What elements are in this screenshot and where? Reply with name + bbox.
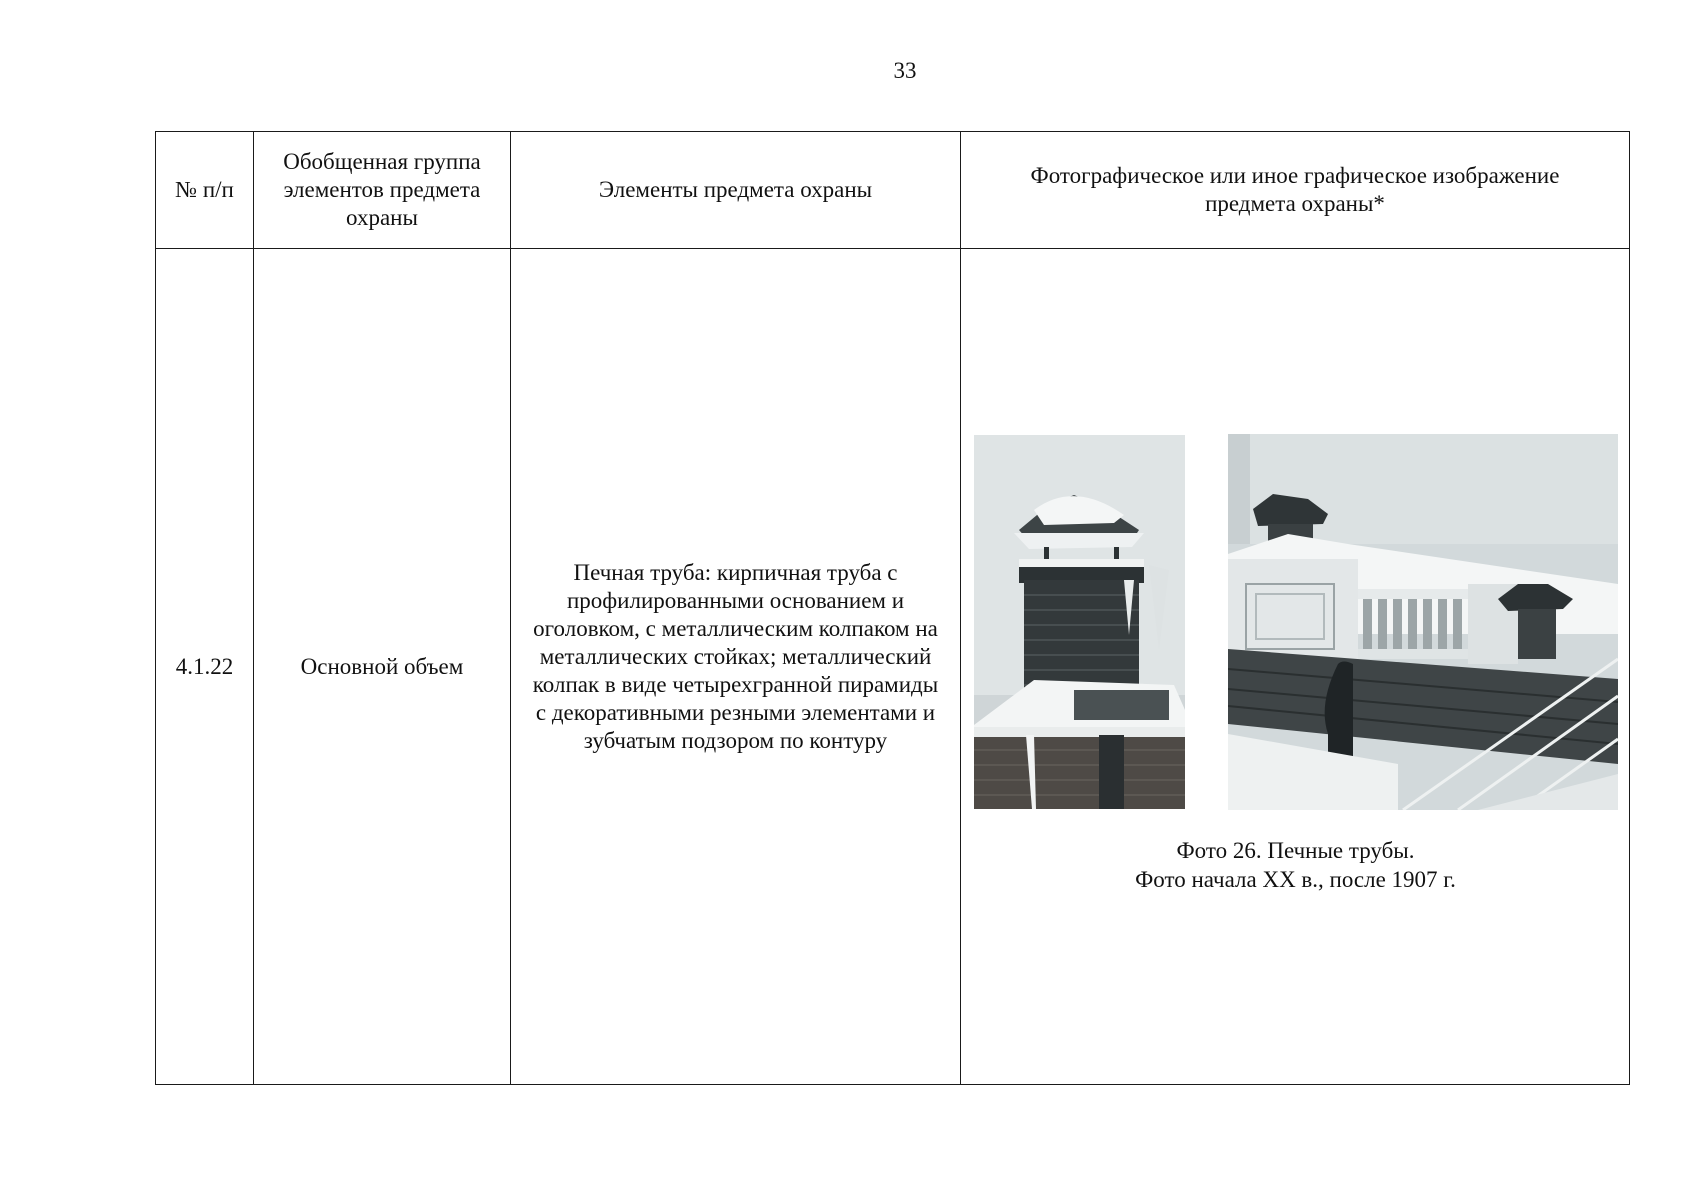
- photo-caption-line-2: Фото начала XX в., после 1907 г.: [1135, 867, 1456, 892]
- header-group: Обобщенная группа элементов предмета охраны: [254, 132, 511, 249]
- photo-caption: [961, 836, 1630, 894]
- chimney-photo-right: [1228, 434, 1618, 810]
- header-image: Фотографическое или иное графическое изображение предмета охраны*: [961, 132, 1630, 249]
- header-number: № п/п: [156, 132, 254, 249]
- photo-caption-line-1: Фото 26. Печные трубы.: [1176, 838, 1415, 863]
- protection-table: [155, 131, 1630, 1085]
- table-row: [156, 249, 1630, 1085]
- row-photo-cell: [961, 249, 1630, 1085]
- table-header-row: [156, 132, 1630, 249]
- row-number: 4.1.22: [156, 249, 254, 1085]
- row-elements: Печная труба: кирпичная труба с профилированными основанием и оголовком, с металлическим колпаком на металлических стойках; металлический колпак в виде четырехгранной пирамиды с декоративными резными элементами и зубчатым подзором по контуру: [511, 249, 961, 1085]
- header-elements: Элементы предмета охраны: [511, 132, 961, 249]
- page-number: 33: [893, 58, 917, 83]
- chimney-photo-left: [974, 435, 1185, 809]
- row-group: Основной объем: [254, 249, 511, 1085]
- photo-group: [974, 435, 1618, 809]
